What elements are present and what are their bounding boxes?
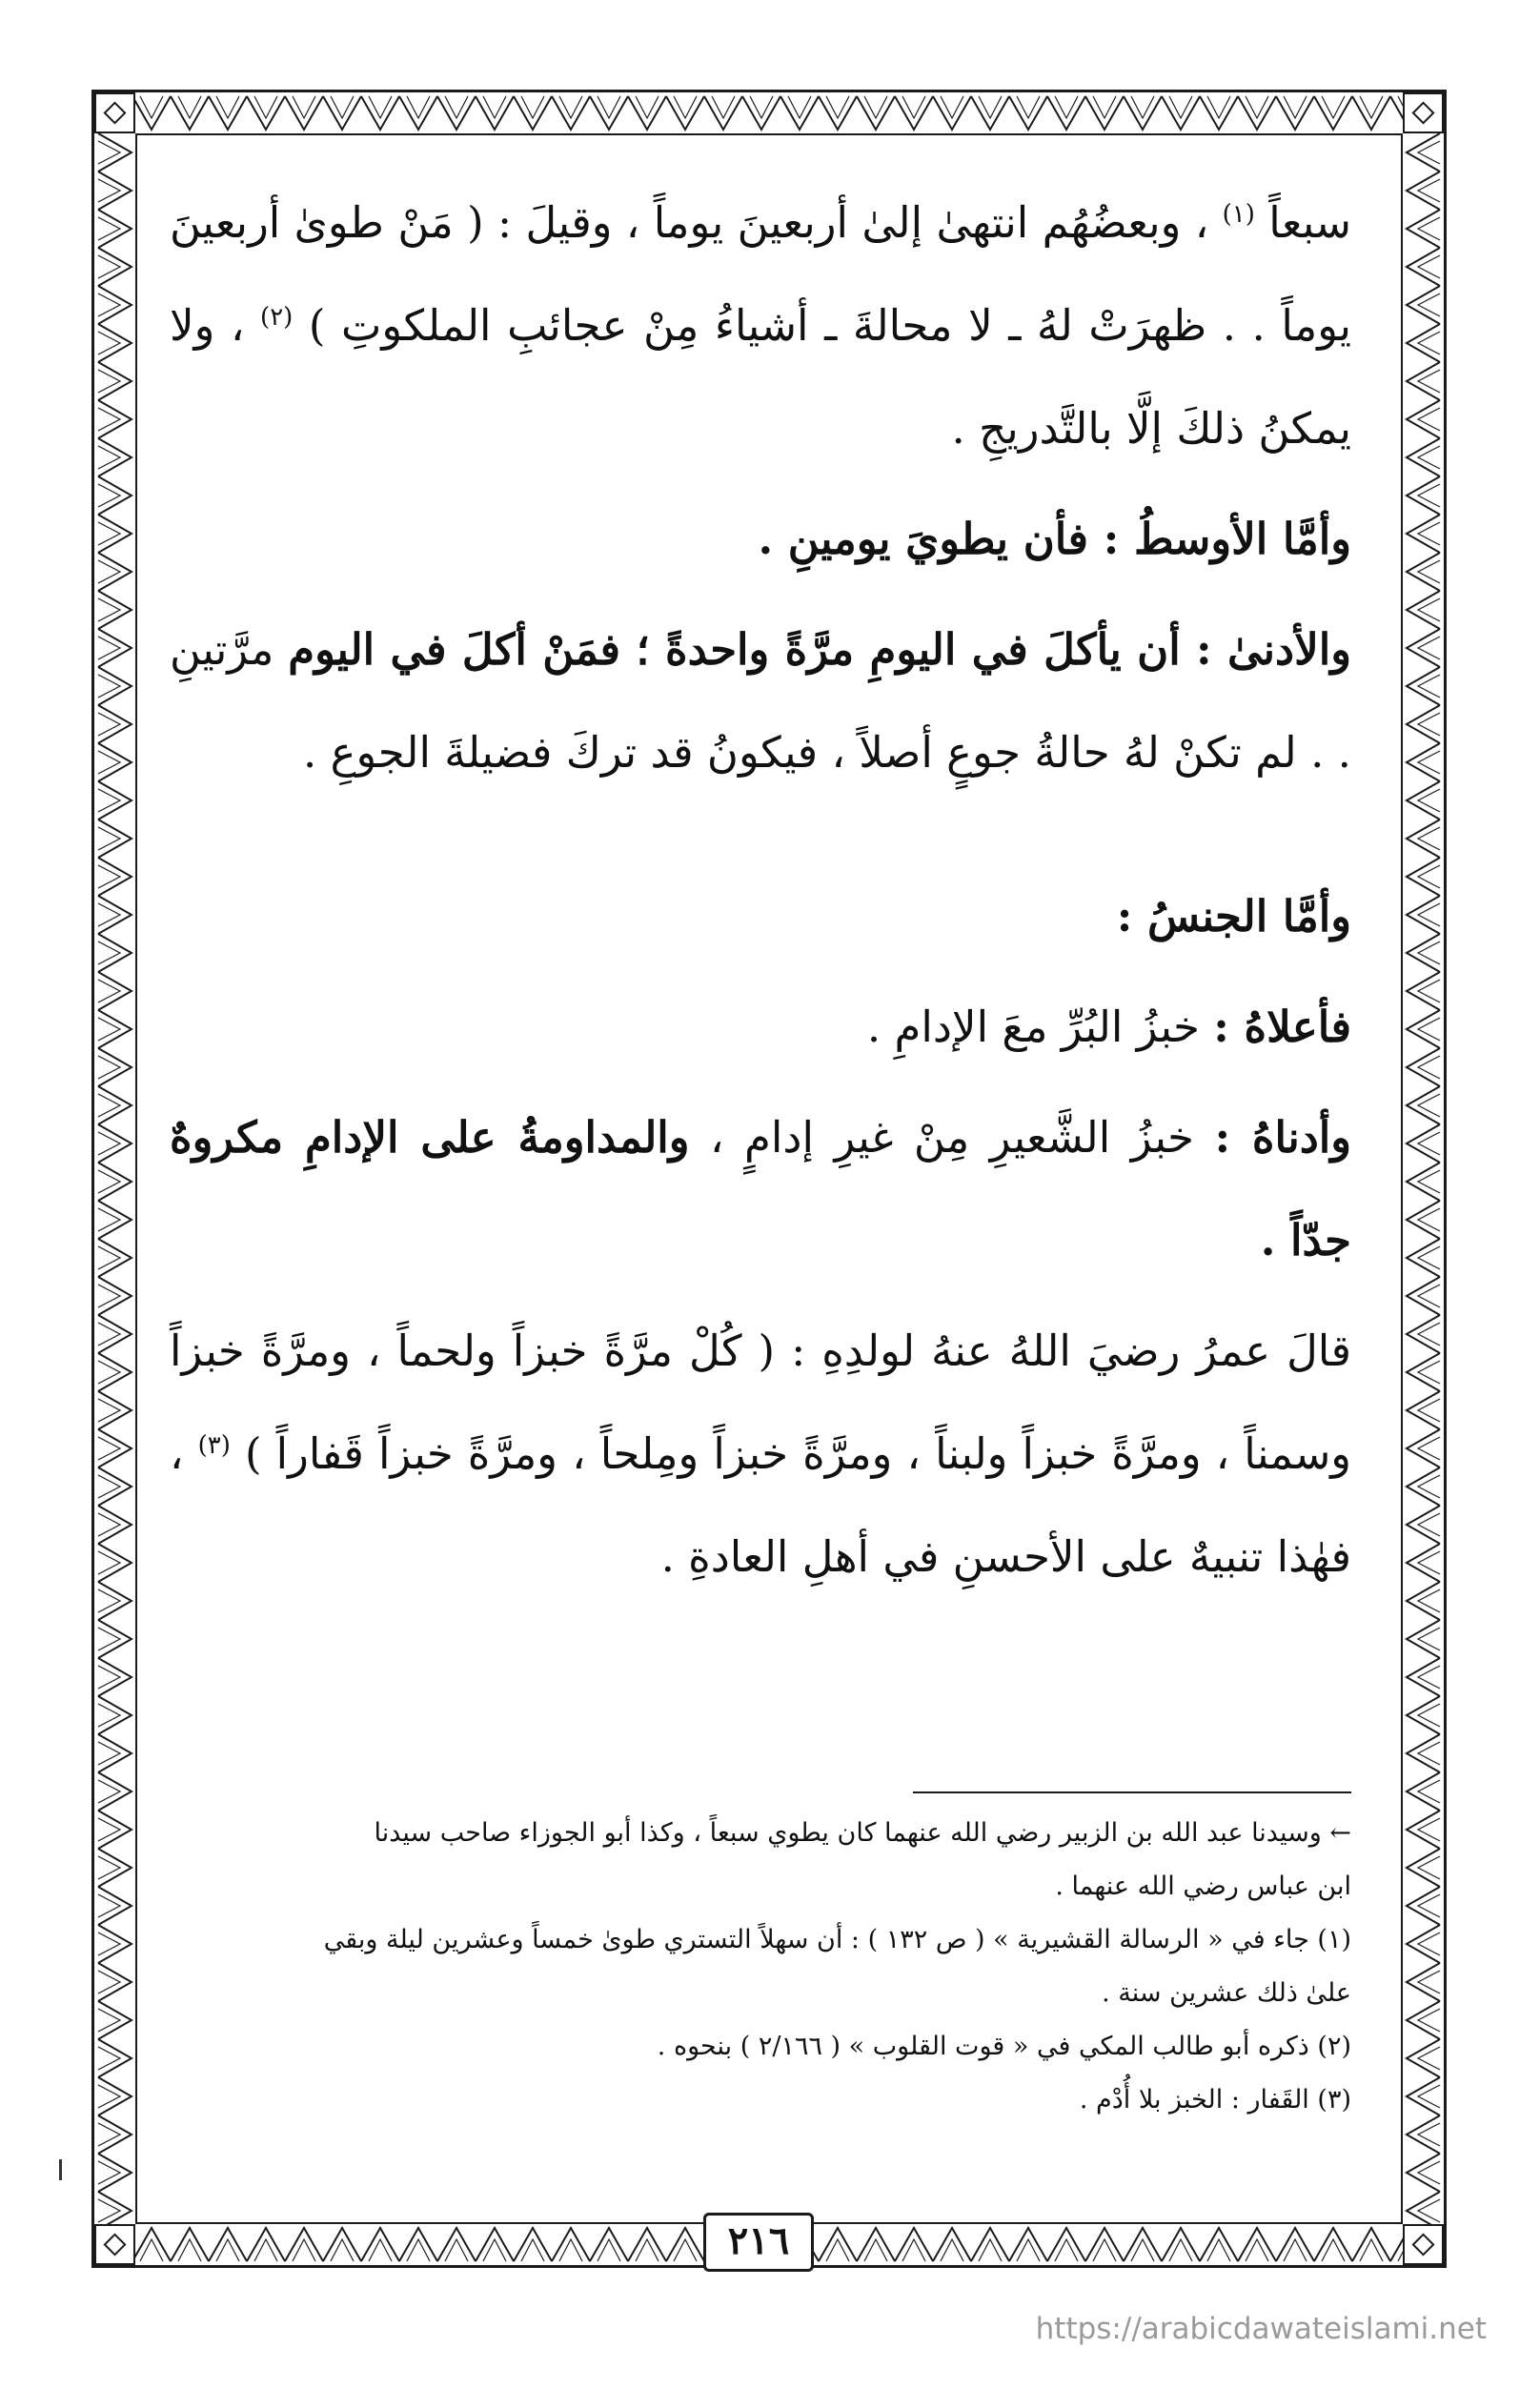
paragraph-emphasis: والمداومةُ على الإدامِ مكروهٌ جدّاً . [170, 1112, 1351, 1265]
paragraph-6 [170, 1086, 1351, 1292]
paragraph-text: ، فهٰذا تنبيهٌ على الأحسنِ في أهلِ العادةِ . [170, 1428, 1351, 1582]
paragraph-text: خبزُ الشَّعيرِ مِنْ غيرِ إدامٍ ، [689, 1112, 1215, 1163]
paragraph-text: قالَ عمرُ رضيَ اللهُ عنهُ لولدِهِ : ( كُلْ مرَّةً خبزاً ولحماً ، ومرَّةً خبزاً وسمناً ، ومرَّةً خبزاً ولبناً ، ومرَّةً خبزاً ومِلحاً ، ومرَّةً خبزاً قَفاراً ) [170, 1326, 1352, 1479]
paragraph-1 [170, 172, 1351, 480]
footnote-marker[interactable]: (٣) [197, 1431, 231, 1460]
footnote-separator [913, 1791, 1351, 1793]
footnote-line: (٢) ذكره أبو طالب المكي في « قوت القلوب » ( ٢/١٦٦ ) بنحوه . [657, 2032, 1351, 2061]
paragraph-text: ، ولا يمكنُ ذلكَ إلَّا بالتَّدريجِ . [170, 300, 1351, 454]
paragraph-text: خبزُ البُرِّ معَ الإدامِ . [866, 1002, 1214, 1052]
footnotes [170, 1807, 1351, 2127]
footnote-marker[interactable]: (١) [1222, 200, 1255, 229]
paragraph-7 [170, 1300, 1351, 1609]
paragraph-heading: والأدنىٰ : أن يأكلَ في اليومِ مرَّةً واحدةً ؛ فمَنْ أكلَ في اليوم [288, 624, 1351, 675]
page-body [170, 172, 1351, 1609]
paragraph-4 [170, 865, 1351, 968]
frame-corner-ornament [94, 92, 135, 133]
frame-corner-ornament [1403, 92, 1444, 133]
footnote-line: علىٰ ذلك عشرين سنة . [1102, 1978, 1351, 2008]
paragraph-heading: وأدناهُ : [1214, 1112, 1351, 1163]
border-ornament-top [94, 92, 1444, 133]
paragraph-text: مرَّتينِ . . لم تكنْ لهُ حالةُ جوعٍ أصلاً ، فيكونُ قد تركَ فضيلةَ الجوعِ . [170, 624, 1351, 778]
footnote-line: ← وسيدنا عبد الله بن الزبير رضي الله عنهما كان يطوي سبعاً ، وكذا أبو الجوزاء صاحب سيدنا [374, 1818, 1351, 1848]
footnote-line: (١) جاء في « الرسالة القشيرية » ( ص ١٣٢ ) : أن سهلاً التستري طوىٰ خمساً وعشرين ليلة وبقي [323, 1925, 1351, 1954]
border-ornament-right [1403, 133, 1444, 2224]
footnote-marker[interactable]: (٢) [260, 303, 294, 332]
paragraph-2 [170, 488, 1351, 591]
frame-corner-ornament [94, 2224, 135, 2265]
paragraph-heading: وأمَّا الأوسطُ : فأن يطويَ يومينِ . [758, 514, 1351, 564]
margin-mark [59, 2159, 62, 2180]
watermark-url: https://arabicdawateislami.net [1035, 2312, 1487, 2346]
paragraph-text: سبعاً [1254, 197, 1351, 248]
footnote-line: (٣) القَفار : الخبز بلا أُدْم . [1079, 2085, 1351, 2115]
paragraph-5 [170, 976, 1351, 1079]
section-heading: وأمَّا الجنسُ : [1116, 891, 1351, 941]
frame-corner-ornament [1403, 2224, 1444, 2265]
paragraph-heading: فأعلاهُ : [1213, 1002, 1351, 1052]
paragraph-3 [170, 598, 1351, 804]
paragraph-text: ، وبعضُهُم انتهىٰ إلىٰ أربعينَ يوماً ، وقيلَ : ( مَنْ طوىٰ أربعينَ يوماً . . ظهرَتْ لهُ ـ لا محالةَ ـ أشياءُ مِنْ عجائبِ الملكوتِ ) [170, 197, 1351, 351]
footnote-line: ابن عباس رضي الله عنهما . [1055, 1872, 1351, 1901]
page-number: ٢١٦ [703, 2213, 814, 2272]
border-ornament-left [94, 133, 135, 2224]
